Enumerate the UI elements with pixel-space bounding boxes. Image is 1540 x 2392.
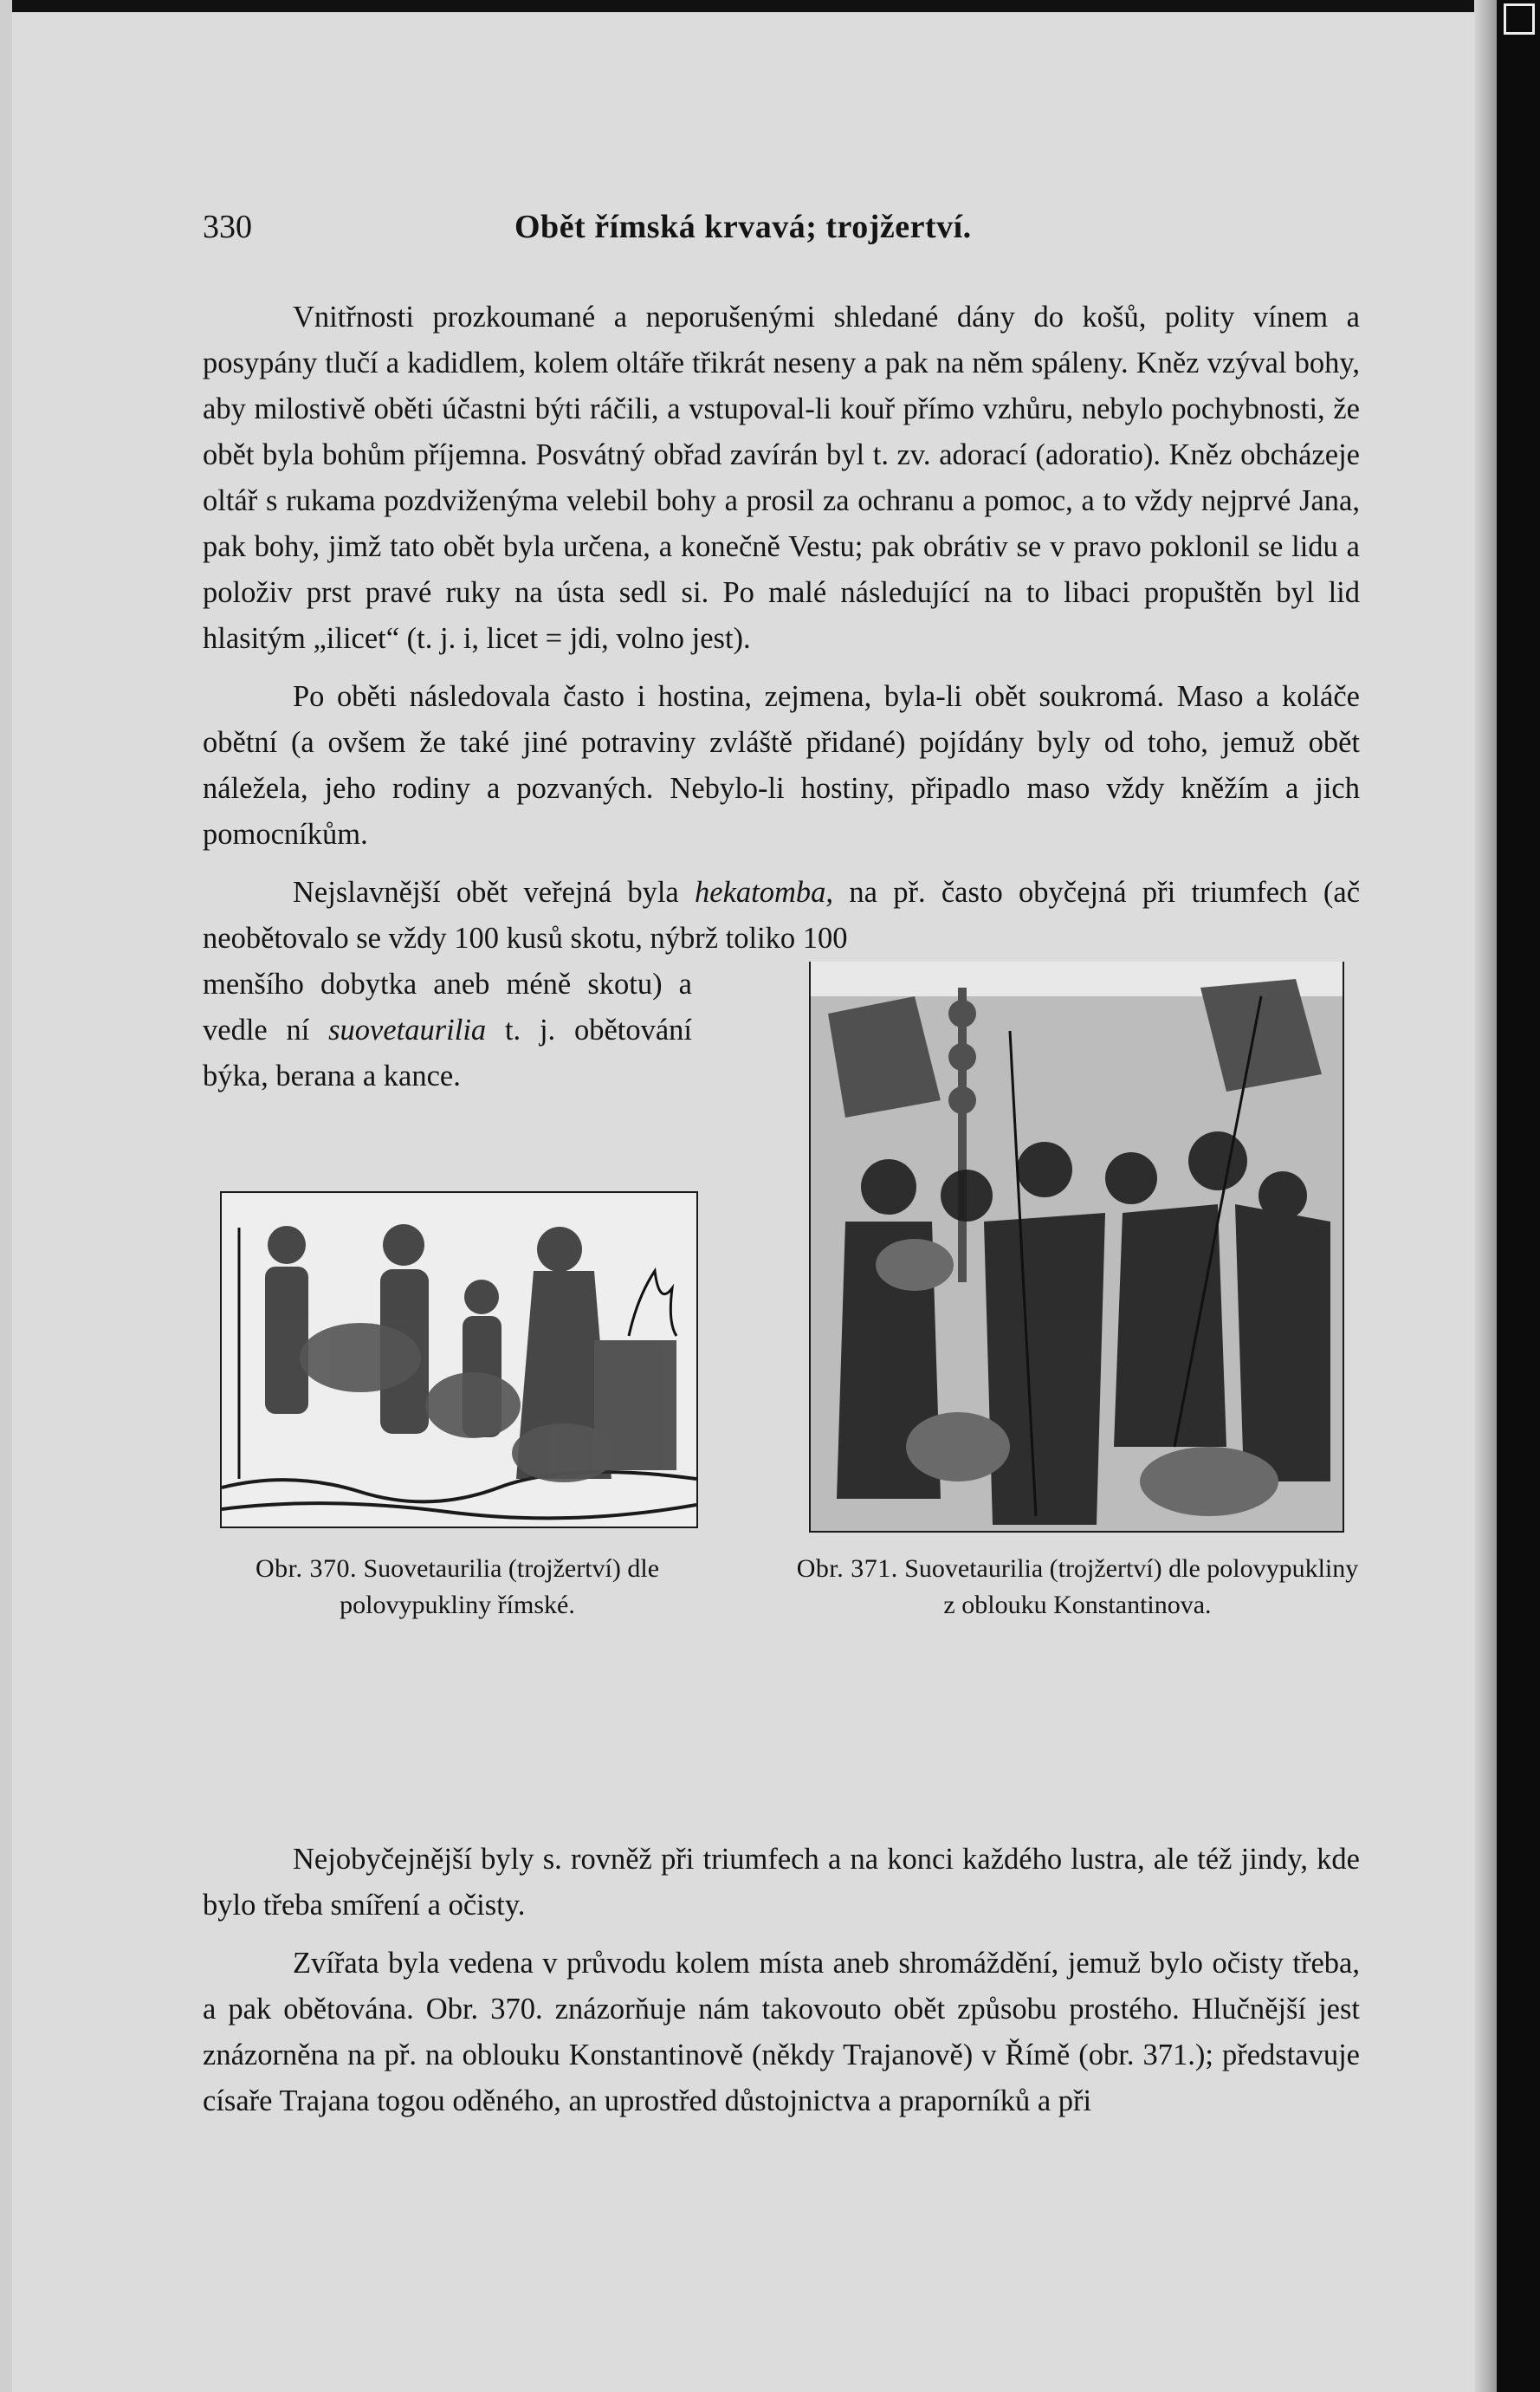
- paragraph-3-wrap-a: menšího dobytka aneb méně skotu) a vedle ní: [203, 968, 692, 1047]
- book-page: [203, 208, 1360, 2124]
- paragraph-3: [203, 870, 1360, 962]
- figure-370-caption-text: Suovetaurilia (trojžertví) dle polovypukliny římské.: [340, 1554, 660, 1619]
- running-title: Obět římská krvavá; trojžertví.: [514, 209, 972, 245]
- paragraph-5: Zvířata byla vedena v průvodu kolem místa aneb shromáždění, jemuž bylo očisty třeba, a pak obětována. Obr. 370. znázorňuje nám takovouto obět způsobu prostého. Hlučnější jest znázorněna na př. na oblouku Konstantinově (někdy Trajanově) v Římě (obr. 371.); představuje císaře Trajana togou oděného, an uprostřed důstojnictva a praporníků a při: [203, 1947, 1360, 2117]
- relief-370-drawing: [222, 1193, 696, 1527]
- page-fold-shadow: [1474, 0, 1497, 2392]
- term-hekatomba: hekatomba,: [695, 876, 834, 909]
- scan-edge-top: [0, 0, 1540, 12]
- relief-371-drawing: [811, 962, 1343, 1531]
- scan-edge-right: [1497, 0, 1540, 2392]
- figure-370-illustration: [220, 1191, 698, 1528]
- paragraph-2: Po oběti následovala často i hostina, zejmena, byla-li obět soukromá. Maso a koláče obětní (a ovšem že také jiné potraviny zvláště přidané) pojídány byly od toho, jemuž obět náležela, jeho rodiny a pozvaných. Nebylo-li hostiny, připadlo maso vždy kněžím a jich pomocníkům.: [203, 680, 1360, 851]
- scan-corner-mark: [1504, 3, 1535, 35]
- paragraph-3-wrap: [203, 962, 692, 1099]
- term-suovetaurilia: suovetaurilia: [328, 1014, 487, 1047]
- figure-370-number: Obr. 370.: [255, 1554, 357, 1583]
- paragraph-3-mid: na př. často obyčejná při triumfech (ač neobětovalo se vždy 100 kusů skotu, nýbrž toliko 100: [203, 876, 1361, 955]
- figure-370-caption: [203, 1551, 712, 1624]
- figure-371-caption-text: Suovetaurilia (trojžertví) dle polovypukliny z oblouku Konstantinova.: [904, 1554, 1359, 1619]
- paragraph-3-start: Nejslavnější obět veřejná byla: [293, 876, 679, 909]
- scan-edge-left: [0, 0, 12, 2392]
- figure-371-number: Obr. 371.: [796, 1554, 898, 1583]
- page-number: 330: [203, 209, 252, 245]
- paragraph-1: Vnitřnosti prozkoumané a neporušenými shledané dány do košů, polity vínem a posypány tlučí a kadidlem, kolem oltáře třikrát neseny a pak na něm spáleny. Kněz vzýval bohy, aby milostivě oběti účastni býti ráčili, a vstupoval-li kouř přímo vzhůru, nebylo pochybnosti, že obět byla bohům příjemna. Posvátný obřad zavírán byl t. zv. adorací (adoratio). Kněz obcházeje oltář s rukama pozdviženýma velebil bohy a prosil za ochranu a pomoc, a to vždy nejprvé Jana, pak bohy, jimž tato obět byla určena, a konečně Vestu; pak obrátiv se v pravo poklonil se lidu a položiv prst pravé ruky na ústa sedl si. Po malé následující na to libaci propuštěn byl lid hlasitým „ilicet“ (t. j. i, licet = jdi, volno jest).: [203, 301, 1360, 655]
- running-head: [203, 208, 1360, 260]
- paragraph-4: Nejobyčejnější byly s. rovněž při triumfech a na konci každého lustra, ale též jindy, kde bylo třeba smíření a očisty.: [203, 1843, 1360, 1922]
- figure-371-illustration: [809, 962, 1344, 1533]
- paragraph-3-wrap-b: t. j. obětování býka, berana a kance.: [203, 1014, 692, 1092]
- figure-371-caption: [792, 1551, 1363, 1624]
- figure-wrap-block: [203, 962, 1360, 1837]
